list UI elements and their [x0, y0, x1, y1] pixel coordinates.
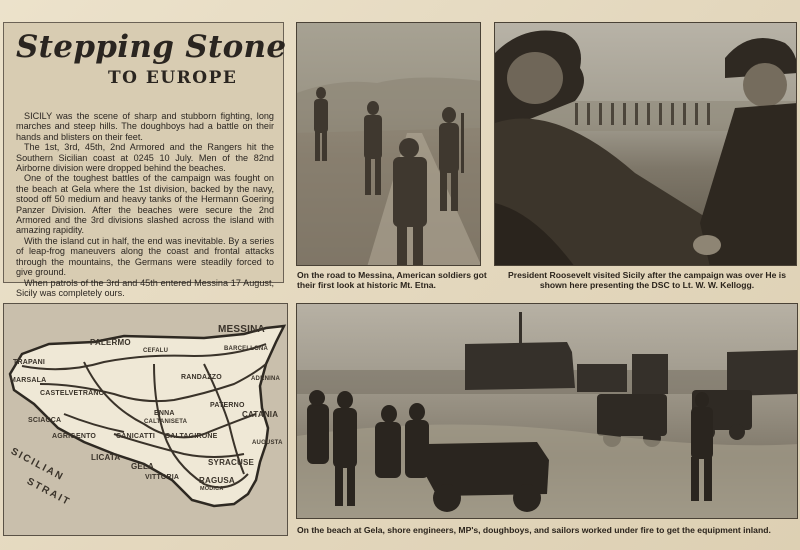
map-label-sciacca: SCIACCA — [28, 417, 62, 424]
article-paragraph: With the island cut in half, the end was inevitable. By a series of leap-frog maneuvers along the coast and frontal attacks through the mountains, the Germans were steadily forced to give ground. — [16, 235, 274, 278]
article-title: Stepping Stone — [16, 29, 287, 65]
map-label-gela: GELA — [131, 462, 155, 471]
sicily-map — [3, 303, 288, 536]
article-paragraph: When patrols of the 3rd and 45th entered Messina 17 August, Sicily was completely ours. — [16, 277, 274, 298]
map-label-randazzo: RANDAZZO — [181, 374, 222, 381]
map-label-agrigento: AGRIGENTO — [52, 433, 97, 440]
map-label-palermo: PALERMO — [90, 338, 131, 347]
article-paragraph: SICILY was the scene of sharp and stubborn fighting, long marches and steep hills. The doughboys had a battle on their hands and blisters on their feet. — [16, 111, 274, 142]
roosevelt-photo-caption: President Roosevelt visited Sicily after the campaign was over He is shown here presenting the DSC to Lt. W. W. Kellogg. — [508, 270, 786, 290]
map-label-syracuse: SYRACUSE — [208, 458, 255, 467]
map-label-licata: LICATA — [91, 453, 121, 462]
map-label-canicatti: CANICATTI — [116, 433, 155, 440]
etna-photo-caption: On the road to Messina, American soldiers got their first look at historic Mt. Etna. — [297, 270, 487, 290]
map-label-messina: MESSINA — [218, 324, 265, 335]
map-label-cefalu: CEFALU — [143, 348, 169, 354]
article-subtitle: TO EUROPE — [108, 68, 238, 88]
map-label-castelvetrano: CASTELVETRANO — [40, 390, 105, 397]
map-label-marsala: MARSALA — [10, 377, 47, 384]
article-panel — [3, 22, 287, 298]
map-label-paterno: PATERNO — [210, 402, 245, 409]
map-label-trapani: TRAPANI — [13, 359, 45, 366]
gela-photo-caption: On the beach at Gela, shore engineers, MP's, doughboys, and sailors worked under fire to get the equipment inland. — [297, 525, 771, 535]
map-label-vittoria: VITTORIA — [145, 474, 180, 481]
article-paragraph: One of the toughest battles of the campaign was fought on the beach at Gela where the 1st division, backed by the navy, stood off 50 medium and heavy tanks of the Hermann Goering Panzer Division. After the beaches were secure the 2nd Armored and the 3rd divisions slashed across the island with amazing rapidity. — [16, 173, 274, 236]
gela-beach-photo — [296, 303, 798, 519]
map-label-enna: ENNA — [154, 410, 175, 417]
map-label-augusta: AUGUSTA — [252, 440, 283, 446]
map-label-modica: MODICA — [200, 486, 224, 492]
map-label-caltanissetta: CALTANISETA — [144, 419, 188, 425]
roosevelt-photo — [494, 22, 797, 266]
article-paragraph: The 1st, 3rd, 45th, 2nd Armored and the Rangers hit the Southern Sicilian coast at 0245 10 July. Men of the 82nd Airborne division were dropped behind the beaches. — [16, 142, 274, 174]
article-body — [16, 111, 274, 298]
etna-soldiers-photo — [296, 22, 481, 266]
map-label-sicilian: SICILIAN — [8, 446, 66, 484]
map-label-adrnina: ADRNINA — [251, 376, 281, 382]
map-label-catania: CATANIA — [242, 410, 279, 419]
map-label-ragusa: RAGUSA — [199, 476, 235, 485]
map-label-barcellona: BARCELLONA — [224, 346, 268, 352]
map-label-caltagirone: CALTAGIRONE — [165, 433, 218, 440]
map-label-strait: STRAIT — [24, 476, 73, 509]
